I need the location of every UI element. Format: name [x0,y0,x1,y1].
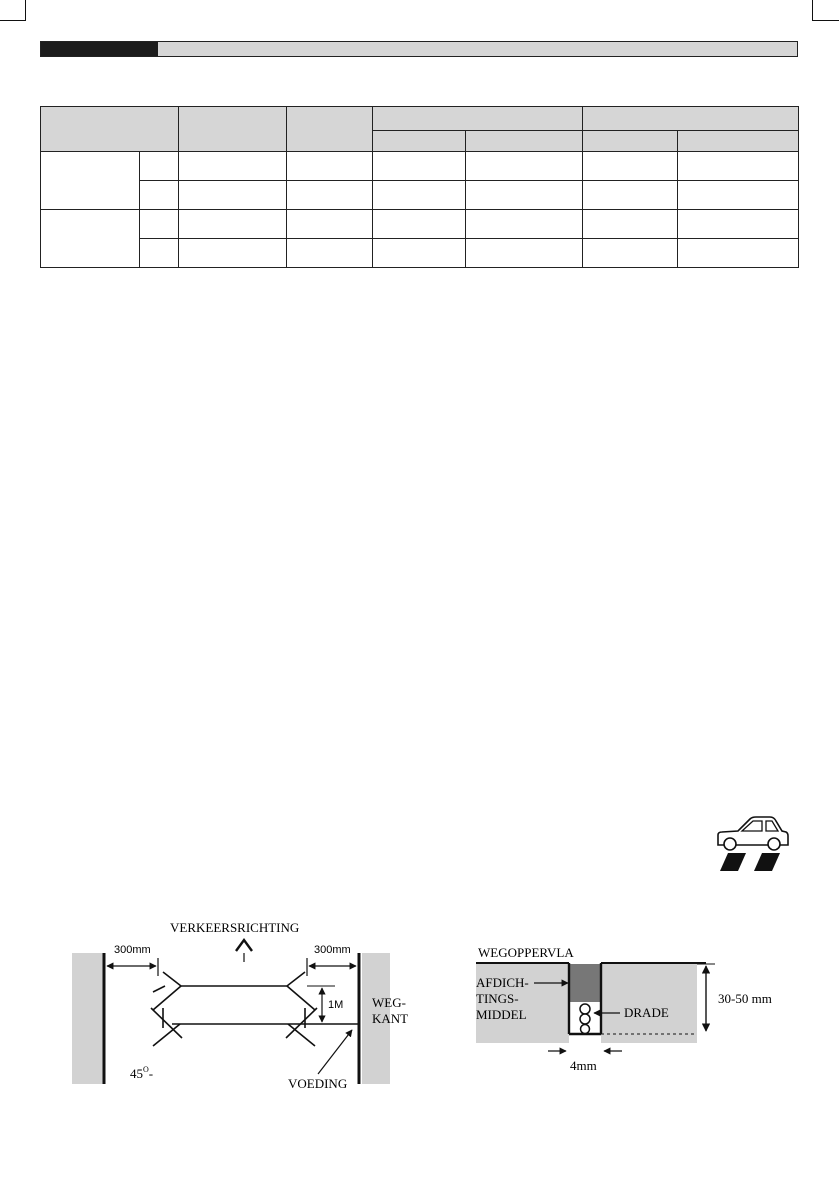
table-header-cell [583,131,678,152]
table-cell [373,181,466,210]
depth-label: 30-50 mm [718,991,772,1006]
table-row [41,210,799,239]
slot-cross-section-diagram [470,935,790,1075]
table-cell [41,152,140,210]
road-surface-label: WEGOPPERVLA [478,945,574,960]
table-cell [287,152,373,181]
table-header-cell [373,107,583,131]
loop-layout-diagram [60,910,420,1100]
table-cell [466,239,583,268]
table-cell [678,210,799,239]
table-cell [583,181,678,210]
table-cell [466,152,583,181]
car-crossing-loop-icon [712,815,792,873]
table-header-cell [41,107,179,152]
table-header-cell [373,131,466,152]
traffic-direction-label: VERKEERSRICHTING [170,920,300,935]
table-cell [140,210,179,239]
table-header-cell [678,131,799,152]
wires-label: DRADE [624,1005,669,1020]
table-cell [373,239,466,268]
table-cell [179,210,287,239]
table-header-cell [466,131,583,152]
section-header-tab [41,42,158,56]
sealant-label-3: MIDDEL [476,1007,527,1022]
table-cell [373,210,466,239]
wire-icon [580,1004,590,1014]
table-cell [179,152,287,181]
table-cell [583,210,678,239]
road-edge-label-1: WEG- [372,995,406,1010]
table-header-cell [287,107,373,152]
width-label: 4mm [570,1058,597,1073]
sealant-label-1: AFDICH- [476,975,529,990]
dim-left-label: 300mm [114,944,151,956]
road-side-left [72,953,104,1084]
table-cell [678,239,799,268]
table-cell [287,210,373,239]
feed-label: VOEDING [288,1076,348,1091]
table-row [41,181,799,210]
table-cell [179,181,287,210]
table-cell [140,152,179,181]
table-cell [678,181,799,210]
crop-mark-top-right-h [813,20,839,21]
table-cell [179,239,287,268]
table-cell [466,210,583,239]
section-header-bar [40,41,798,57]
table-cell [140,239,179,268]
table-cell [373,152,466,181]
table-row [41,152,799,181]
crop-mark-top-left-h [0,20,25,21]
table-cell [287,181,373,210]
table-cell [678,152,799,181]
sealant-label-2: TINGS- [476,991,519,1006]
table-cell [287,239,373,268]
dim-right-label: 300mm [314,944,351,956]
table-header-cell [179,107,287,152]
crop-mark-top-right-v [812,0,813,21]
angle-label: $45^O-$ [130,1065,154,1081]
table-cell [466,181,583,210]
wire-icon [580,1014,590,1024]
height-label: 1M [328,999,344,1011]
sealant-fill [570,964,600,1002]
road-edge-label-2: KANT [372,1011,409,1026]
table-header-cell [583,107,799,131]
table-cell [140,181,179,210]
spec-table [40,106,799,268]
wire-icon [581,1025,590,1034]
direction-arrow-icon [236,940,252,951]
table-cell [583,239,678,268]
crop-mark-top-left-v [25,0,26,21]
table-header-row [41,107,799,131]
table-cell [41,210,140,268]
table-cell [583,152,678,181]
table-row [41,239,799,268]
